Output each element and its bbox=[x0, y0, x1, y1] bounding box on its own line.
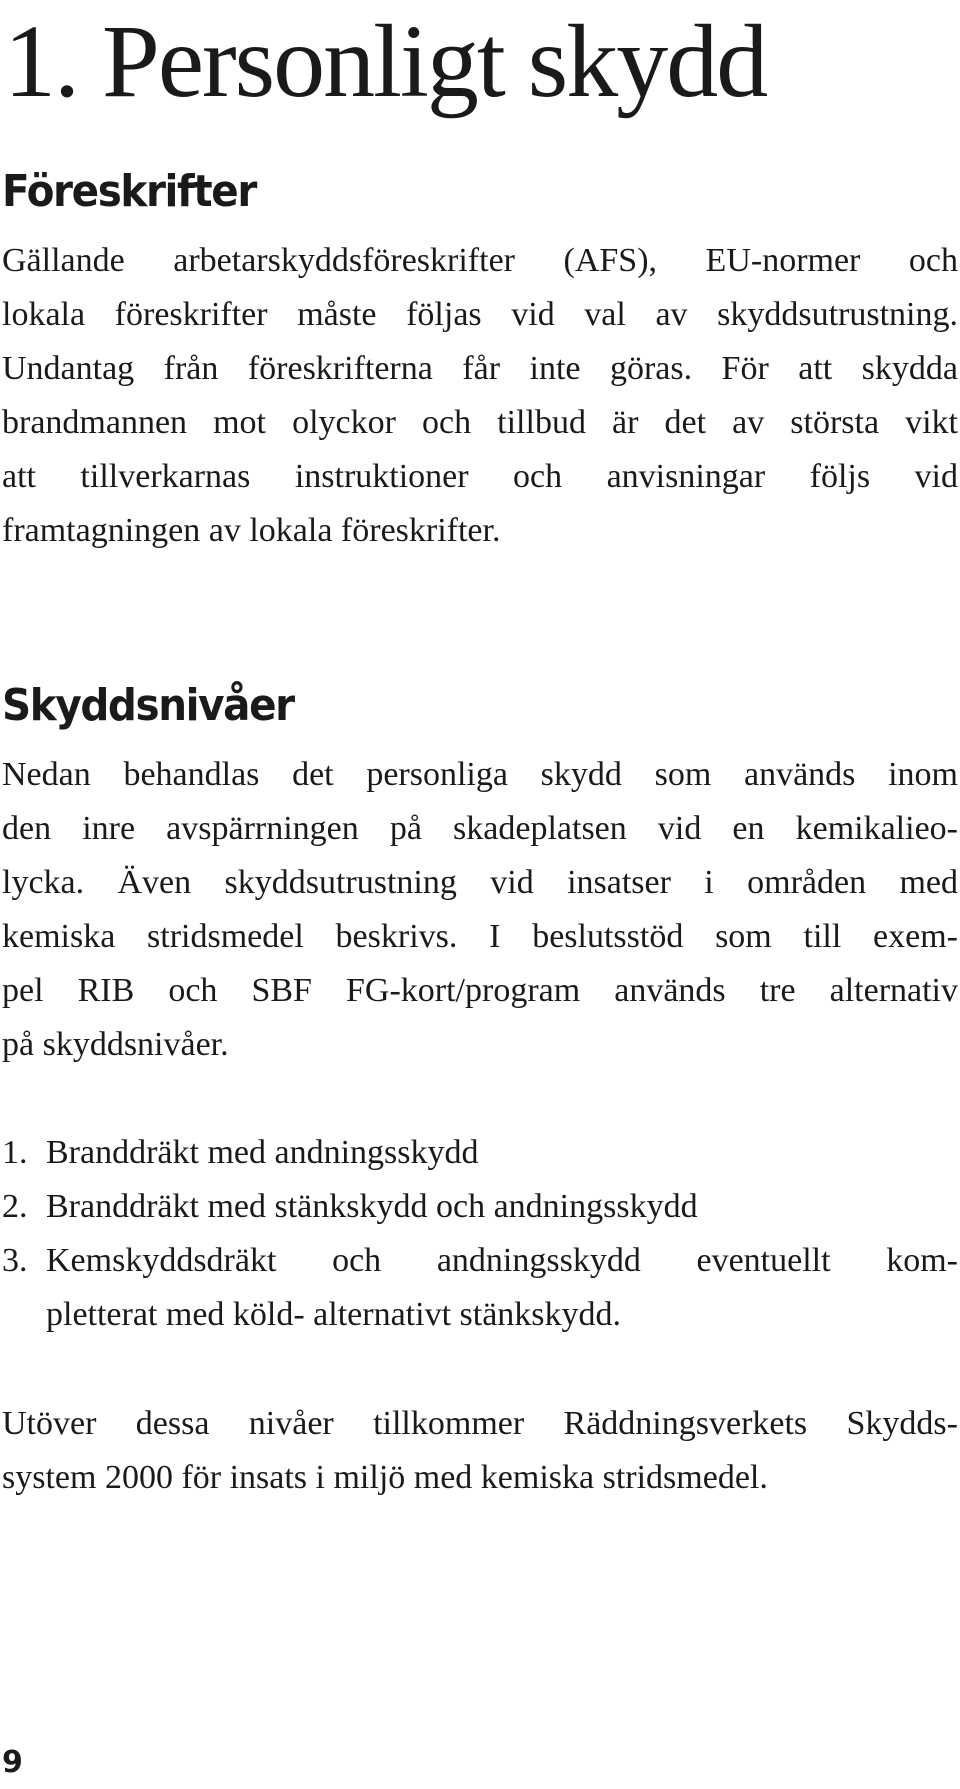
list-number: 2. bbox=[2, 1188, 28, 1225]
text-line: Branddräkt med andningsskydd bbox=[46, 1134, 479, 1171]
text-line: lokala föreskrifter måste följas vid val av skyddsutrustning. bbox=[2, 296, 958, 333]
text-line: pletterat med köld- alternativt stänkskydd. bbox=[46, 1296, 622, 1333]
text-line: att tillverkarnas instruktioner och anvisningar följs vid bbox=[2, 458, 958, 495]
list-item bbox=[2, 1234, 958, 1342]
list-number: 3. bbox=[2, 1242, 28, 1279]
list-text bbox=[46, 1126, 958, 1180]
text-line: Undantag från föreskrifterna får inte göras. För att skydda bbox=[2, 350, 958, 387]
section-heading-skyddsnivaer: Skyddsnivåer bbox=[2, 680, 294, 731]
page-number: 9 bbox=[2, 1745, 23, 1780]
list-text bbox=[46, 1234, 958, 1342]
paragraph-foreskrifter bbox=[2, 234, 958, 558]
text-line: Kemskyddsdräkt och andningsskydd eventuellt kom- bbox=[46, 1242, 958, 1279]
text-line: framtagningen av lokala föreskrifter. bbox=[2, 512, 501, 549]
list-item bbox=[2, 1126, 958, 1180]
chapter-title: 1. Personligt skydd bbox=[4, 4, 767, 119]
text-line: den inre avspärrningen på skadeplatsen vid en kemikalieo- bbox=[2, 810, 958, 847]
text-line: kemiska stridsmedel beskrivs. I beslutsstöd som till exem- bbox=[2, 918, 958, 955]
text-line: Gällande arbetarskyddsföreskrifter (AFS), EU-normer och bbox=[2, 242, 958, 279]
text-line: Nedan behandlas det personliga skydd som används inom bbox=[2, 756, 958, 793]
list-item bbox=[2, 1180, 958, 1234]
text-line: Branddräkt med stänkskydd och andningsskydd bbox=[46, 1188, 698, 1225]
paragraph-skyddsnivaer bbox=[2, 748, 958, 1072]
text-line: på skyddsnivåer. bbox=[2, 1026, 229, 1063]
protection-level-list bbox=[2, 1126, 958, 1342]
list-text bbox=[46, 1180, 958, 1234]
text-line: brandmannen mot olyckor och tillbud är det av största vikt bbox=[2, 404, 958, 441]
text-line: Utöver dessa nivåer tillkommer Räddningsverkets Skydds- bbox=[2, 1405, 958, 1442]
text-line: lycka. Även skyddsutrustning vid insatser i områden med bbox=[2, 864, 958, 901]
section-heading-foreskrifter: Föreskrifter bbox=[2, 166, 256, 217]
list-number: 1. bbox=[2, 1134, 28, 1171]
text-line: pel RIB och SBF FG-kort/program används tre alternativ bbox=[2, 972, 958, 1009]
paragraph-closing bbox=[2, 1397, 958, 1505]
text-line: system 2000 för insats i miljö med kemiska stridsmedel. bbox=[2, 1459, 768, 1496]
